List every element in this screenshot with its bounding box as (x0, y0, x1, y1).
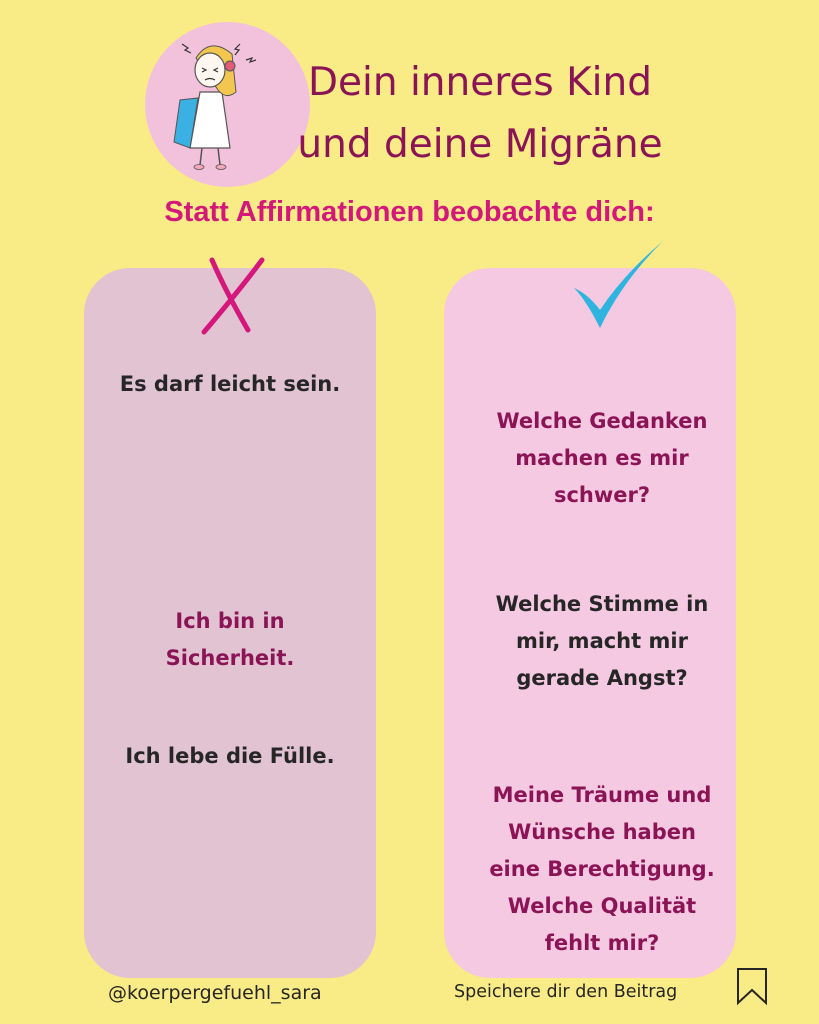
right-item-1 (444, 366, 760, 514)
subtitle: Statt Affirmationen beobachte dich: (164, 196, 655, 228)
left-item-3 (84, 738, 376, 775)
page-title (270, 52, 690, 176)
left-item-2-text: Ich bin in Sicherheit. (165, 609, 295, 670)
right-item-3-text: Meine Träume und Wünsche haben eine Berechtigung. Welche Qualität fehlt mir? (489, 783, 715, 955)
left-item-1-text: Es darf leicht sein. (119, 372, 341, 396)
bookmark-icon[interactable] (734, 966, 770, 1006)
title-line-2: und deine Migräne (297, 122, 663, 167)
right-item-2 (444, 549, 760, 697)
right-item-3 (444, 740, 760, 962)
right-item-2-text: Welche Stimme in mir, macht mir gerade Angst? (495, 592, 709, 690)
save-hint: Speichere dir den Beitrag (454, 982, 678, 1002)
left-item-1 (84, 366, 376, 403)
right-item-1-text: Welche Gedanken machen es mir schwer? (496, 409, 708, 507)
cross-mark-icon (198, 252, 270, 338)
check-mark-icon (568, 236, 668, 336)
author-handle: @koerpergefuehl_sara (108, 982, 322, 1004)
left-item-2 (84, 566, 376, 677)
title-line-1: Dein inneres Kind (307, 60, 652, 105)
left-item-3-text: Ich lebe die Fülle. (125, 744, 335, 768)
